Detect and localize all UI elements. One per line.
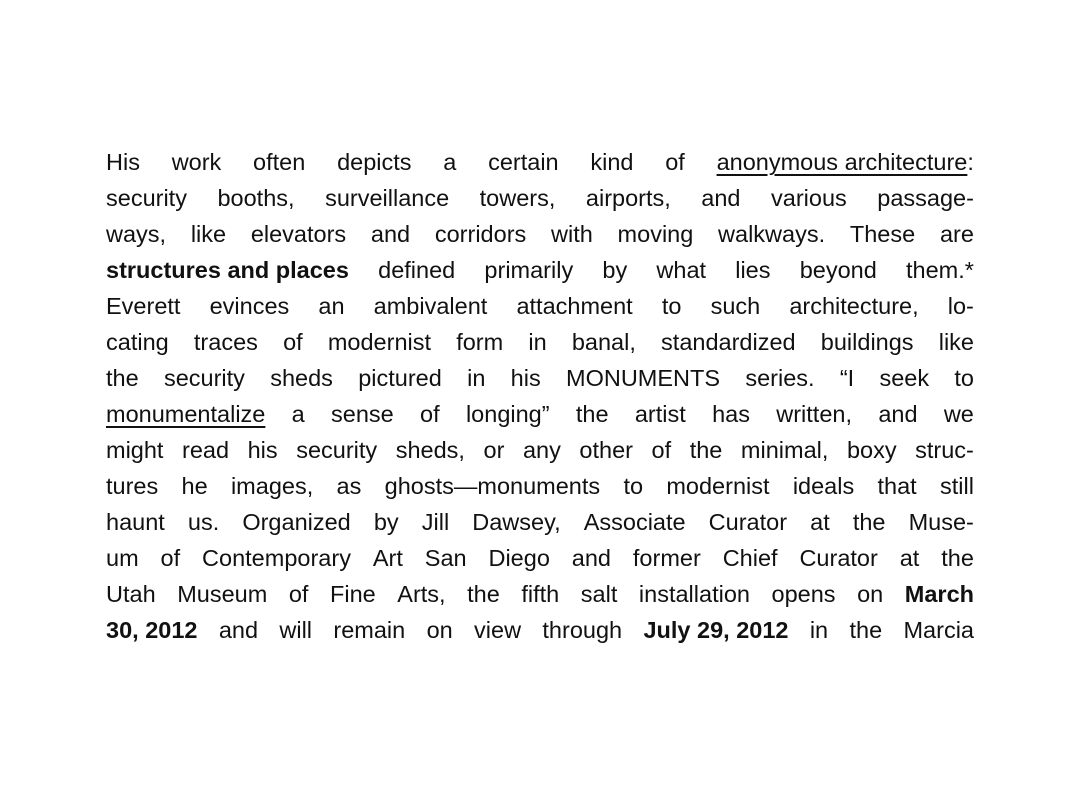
word: them.* — [905, 257, 974, 283]
word: the — [941, 545, 974, 571]
word: in — [809, 617, 829, 643]
word: minimal, — [740, 437, 829, 463]
word: depicts — [337, 149, 412, 175]
word: ambivalent — [373, 293, 488, 319]
word: an — [318, 293, 345, 319]
word: Dawsey, — [472, 509, 561, 535]
word: any — [522, 437, 561, 463]
word: on — [857, 581, 884, 607]
word: pictured — [358, 365, 442, 391]
word: modernist — [666, 473, 770, 499]
word: passage- — [877, 185, 974, 211]
word: still — [939, 473, 974, 499]
word: has — [712, 401, 750, 427]
bold-phrase: 30, 2012 — [106, 617, 198, 643]
word: lies — [735, 257, 771, 283]
text-line — [106, 144, 974, 180]
word: various — [771, 185, 847, 211]
word: like — [190, 221, 227, 247]
word: installation — [638, 581, 750, 607]
word: on — [426, 617, 453, 643]
word: images, — [230, 473, 314, 499]
word: the — [106, 365, 139, 391]
word: of — [160, 545, 181, 571]
word: longing” — [465, 401, 550, 427]
word: that — [877, 473, 917, 499]
word: fifth — [521, 581, 560, 607]
word: architecture, — [789, 293, 919, 319]
word: evinces — [209, 293, 290, 319]
word: Curator — [799, 545, 878, 571]
word: salt — [580, 581, 618, 607]
word: towers, — [479, 185, 556, 211]
word: at — [899, 545, 920, 571]
word: will — [279, 617, 313, 643]
word: view — [474, 617, 522, 643]
word: of — [420, 401, 440, 427]
word: or — [483, 437, 505, 463]
word: struc- — [915, 437, 974, 463]
word: us. — [187, 509, 220, 535]
word: “I — [839, 365, 855, 391]
word: elevators — [250, 221, 347, 247]
underlined-phrase: anonymous architecture — [716, 149, 968, 175]
text-line — [106, 288, 974, 324]
word: kind — [590, 149, 634, 175]
word: Muse- — [908, 509, 974, 535]
word: seek — [879, 365, 930, 391]
word: San — [424, 545, 467, 571]
text-line — [106, 216, 974, 252]
word: with — [551, 221, 593, 247]
word: defined — [378, 257, 456, 283]
word: ideals — [792, 473, 855, 499]
word: of — [283, 329, 303, 355]
word: booths, — [217, 185, 295, 211]
word: and — [571, 545, 611, 571]
word: form — [456, 329, 504, 355]
word: the — [852, 509, 886, 535]
word: surveillance — [325, 185, 450, 211]
word: Diego — [488, 545, 550, 571]
word: at — [810, 509, 830, 535]
word: Fine — [330, 581, 376, 607]
word: His — [106, 149, 140, 175]
word: tures — [106, 473, 159, 499]
word: sheds, — [395, 437, 465, 463]
word: a — [291, 401, 305, 427]
text-line — [106, 180, 974, 216]
word: the — [467, 581, 500, 607]
word: the — [575, 401, 609, 427]
word: of — [288, 581, 309, 607]
word: to — [954, 365, 974, 391]
word: as — [336, 473, 362, 499]
word: Curator — [708, 509, 788, 535]
text-line — [106, 396, 974, 432]
word: walkways. — [718, 221, 826, 247]
word: in — [467, 365, 486, 391]
word: Arts, — [397, 581, 446, 607]
word: written, — [776, 401, 853, 427]
word: moving — [617, 221, 694, 247]
word: boxy — [846, 437, 897, 463]
word: Utah — [106, 581, 156, 607]
bold-phrase: July 29, 2012 — [643, 617, 789, 643]
word: a — [443, 149, 457, 175]
word: banal, — [571, 329, 636, 355]
word: the — [849, 617, 883, 643]
word: lo- — [947, 293, 974, 319]
word: series. — [745, 365, 815, 391]
word: what — [656, 257, 707, 283]
word: are — [939, 221, 974, 247]
word: other — [579, 437, 633, 463]
word: like — [938, 329, 974, 355]
text-line — [106, 468, 974, 504]
text-line — [106, 324, 974, 360]
word: airports, — [585, 185, 671, 211]
word: ghosts—monuments — [384, 473, 601, 499]
word: Chief — [722, 545, 778, 571]
word: traces — [193, 329, 258, 355]
word: his — [510, 365, 541, 391]
word: he — [181, 473, 208, 499]
word: Art — [372, 545, 403, 571]
word: and — [701, 185, 741, 211]
word: sheds — [270, 365, 333, 391]
word: These — [849, 221, 916, 247]
word: of — [651, 437, 672, 463]
text-line — [106, 576, 974, 612]
word: haunt — [106, 509, 165, 535]
body-paragraph — [106, 144, 974, 648]
word: through — [542, 617, 623, 643]
word: beyond — [799, 257, 877, 283]
word: of — [665, 149, 685, 175]
bold-phrase: structures and places — [106, 257, 349, 283]
text-line — [106, 432, 974, 468]
word: security — [296, 437, 378, 463]
word: his — [247, 437, 278, 463]
word: primarily — [484, 257, 574, 283]
word: to — [623, 473, 644, 499]
word: sense — [331, 401, 394, 427]
word: Jill — [421, 509, 450, 535]
word: former — [632, 545, 701, 571]
word: Marcia — [903, 617, 974, 643]
word: by — [602, 257, 628, 283]
text-line — [106, 360, 974, 396]
text-line — [106, 504, 974, 540]
word: opens — [771, 581, 836, 607]
word: remain — [333, 617, 406, 643]
word: ways, — [106, 221, 167, 247]
phrase-with-punctuation — [717, 144, 974, 180]
text-line — [106, 540, 974, 576]
word: : — [967, 149, 974, 175]
word: Museum — [177, 581, 268, 607]
word: and — [218, 617, 259, 643]
word: corridors — [434, 221, 527, 247]
text-line — [106, 612, 974, 648]
word: Contemporary — [202, 545, 351, 571]
word: attachment — [516, 293, 633, 319]
word: security — [163, 365, 245, 391]
word: cating — [106, 329, 169, 355]
word: the — [689, 437, 723, 463]
word: and — [370, 221, 411, 247]
word: we — [943, 401, 974, 427]
word: certain — [488, 149, 559, 175]
word: security — [106, 185, 187, 211]
word: modernist — [327, 329, 432, 355]
underlined-phrase: monumentalize — [106, 401, 266, 427]
word: might — [106, 437, 164, 463]
word: by — [373, 509, 399, 535]
word: Organized — [242, 509, 351, 535]
word: buildings — [820, 329, 914, 355]
word: such — [710, 293, 761, 319]
word: artist — [634, 401, 686, 427]
text-line — [106, 252, 974, 288]
bold-phrase: March — [904, 581, 974, 607]
word: work — [171, 149, 222, 175]
word: in — [528, 329, 547, 355]
word: standardized — [661, 329, 796, 355]
word: Associate — [583, 509, 686, 535]
word: Everett — [106, 293, 181, 319]
word: MONUMENTS — [566, 365, 721, 391]
word: and — [878, 401, 918, 427]
word: often — [253, 149, 306, 175]
word: to — [661, 293, 682, 319]
word: um — [106, 545, 139, 571]
word: read — [182, 437, 230, 463]
